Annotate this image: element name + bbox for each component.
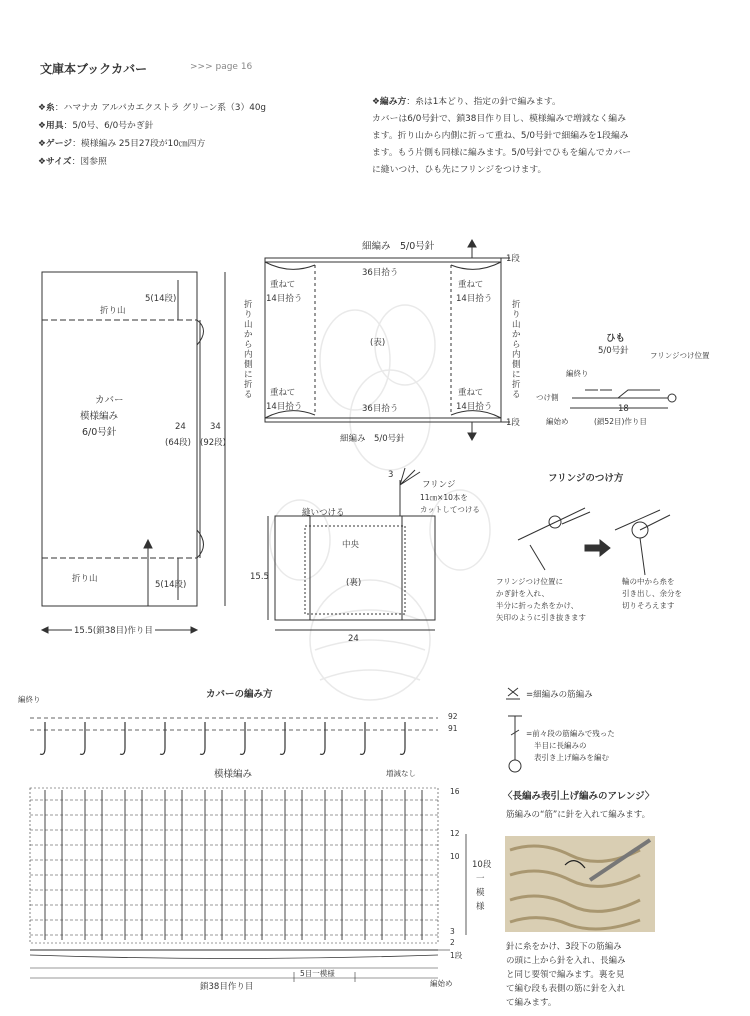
cover-name: カバー	[95, 395, 124, 406]
row-16: 16	[450, 787, 460, 796]
arrange-text-3: と同じ要領で編みます。裏を見	[506, 970, 625, 980]
arrange-text-5: て編みます。	[506, 998, 557, 1008]
materials-yarn: ❖糸：ハマナカ アルパカエクストラ グリーン系（3）40g	[38, 103, 267, 113]
assembled-back: (裏)	[346, 578, 362, 588]
folded-fold-right: 折り山から内側に折る	[512, 300, 521, 400]
folded-overlap-tl: 重ねて	[270, 280, 296, 290]
folded-overlap-br: 重ねて	[458, 388, 484, 398]
assembled-three: 3	[388, 470, 394, 480]
chart-row-lines	[30, 800, 438, 935]
cover-bottom-rows: 5(14段)	[155, 580, 187, 590]
cover-height-inner-b: (64段)	[165, 438, 191, 448]
cover-pattern: 模様編み	[80, 411, 119, 422]
row-92: 92	[448, 712, 458, 721]
folded-row-bottom: 1段	[506, 418, 520, 428]
chart-end: 編終り	[18, 695, 41, 704]
string-chain: (鎖52目)作り目	[594, 417, 647, 426]
fringe-right-1: 輪の中から糸を	[622, 577, 675, 586]
chart-chain: 鎖38目作り目	[200, 982, 254, 992]
string-length: 18	[618, 404, 629, 414]
arrange-text-4: て編む段も表側の筋に針を入れ	[506, 984, 626, 994]
row-2: 2	[450, 938, 455, 947]
howto-line-3: ます。折り山から内側に折って重ね、5/0号針で細編みを1段編み	[372, 131, 629, 141]
legend-sc-back: =細編みの筋編み	[526, 690, 593, 700]
fringe-howto-drawing	[518, 508, 670, 575]
chart-no-change: 増減なし	[386, 769, 416, 778]
chart-main-body	[30, 788, 466, 982]
chart-repeat-b: 一	[476, 874, 485, 884]
chart-stitch-columns	[45, 790, 422, 940]
folded-pick14-bl: 14目拾う	[266, 402, 303, 412]
photo-crochet-closeup	[505, 836, 655, 932]
arrange-subtitle: 筋編みの“筋”に針を入れて編みます。	[506, 810, 651, 820]
fringe-howto-title: フリンジのつけ方	[548, 473, 624, 484]
chart-repeat-a: 10段	[472, 860, 492, 870]
assembled-sew: 縫いつける	[302, 508, 345, 518]
cover-height-inner-a: 24	[175, 422, 186, 432]
folded-bottom-label: 細編み 5/0号針	[340, 434, 405, 444]
assembled-width: 24	[348, 634, 359, 644]
row-12: 12	[450, 829, 460, 838]
arrange-title: 〈長編み表引上げ編みのアレンジ〉	[503, 791, 655, 802]
string-needle: 5/0号針	[598, 346, 629, 356]
folded-pick-top: 36目拾う	[362, 268, 399, 278]
cover-fold-top: 折り山	[100, 306, 126, 316]
fringe-right-2: 引き出し、余分を	[622, 589, 682, 598]
row-10: 10	[450, 852, 460, 861]
folded-overlap-tr: 重ねて	[458, 280, 484, 290]
folded-pick14-br: 14目拾う	[456, 402, 493, 412]
chart-pattern: 模様編み	[214, 769, 253, 780]
chart-title: カバーの編み方	[206, 689, 273, 700]
arrange-text-2: の頭に上から針を入れ、長編み	[506, 956, 626, 966]
legend-fpdc-3: 表引き上げ編みを編む	[534, 753, 609, 762]
chart-repeat-unit: 5目一模様	[300, 969, 335, 978]
string-fringe-pos: フリンジつけ位置	[650, 351, 710, 360]
assembled-height: 15.5	[250, 572, 269, 582]
string-start: 編始め	[546, 417, 569, 426]
assembled-fringe: フリンジ	[422, 480, 456, 490]
fringe-left-3: 半分に折った糸をかけ、	[496, 601, 579, 610]
assembled-center: 中央	[342, 540, 360, 550]
folded-pick14-tr: 14目拾う	[456, 294, 493, 304]
row-91: 91	[448, 724, 458, 733]
folded-fold-left: 折り山から内側に折る	[244, 300, 253, 400]
folded-pick14-tl: 14目拾う	[266, 294, 303, 304]
chart-start: 編始め	[430, 979, 453, 988]
page-reference: >>> page 16	[190, 62, 253, 72]
cover-height-total-a: 34	[210, 422, 221, 432]
materials-tools: ❖用具：5/0号、6/0号かぎ針	[38, 121, 154, 131]
cover-width: 15.5(鎖38目)作り目	[74, 626, 153, 636]
folded-overlap-bl: 重ねて	[270, 388, 296, 398]
folded-pick-bottom: 36目拾う	[362, 404, 399, 414]
hook-stitches	[40, 722, 405, 754]
string-attach-side: つけ側	[536, 393, 559, 402]
assembled-fringe-cut: カットしてつける	[420, 505, 480, 514]
row-3: 3	[450, 927, 455, 936]
howto-line-4: ます。もう片側も同様に編みます。5/0号針でひもを編んでカバー	[372, 148, 632, 158]
cover-height-total-b: (92段)	[200, 438, 226, 448]
materials-gauge: ❖ゲージ：模様編み 25目27段が10㎝四方	[38, 139, 206, 149]
howto-line-2: カバーは6/0号針で、鎖38目作り目し、模様編みで増減なく編み	[372, 114, 626, 124]
legend-fpdc-2: 半目に長編みの	[534, 741, 587, 750]
fringe-left-2: かぎ針を入れ、	[496, 589, 549, 598]
materials-size: ❖サイズ：図参照	[38, 157, 107, 167]
chart-repeat-c: 模	[476, 888, 485, 898]
howto-line-5: に縫いつけ、ひも先にフリンジをつけます。	[372, 165, 547, 175]
string-title: ひも	[606, 333, 626, 344]
cover-fold-bottom: 折り山	[72, 574, 98, 584]
cover-top-rows: 5(14段)	[145, 294, 177, 304]
folded-row-top: 1段	[506, 254, 520, 264]
legend-fpdc-1: =前々段の筋編みで残った	[526, 729, 615, 738]
assembled-fringe-spec: 11㎝×10本を	[420, 493, 468, 502]
fringe-left-4: 矢印のように引き抜きます	[496, 613, 586, 622]
folded-top-label: 細編み 5/0号針	[362, 241, 435, 252]
fringe-right-3: 切りそろえます	[622, 601, 675, 610]
string-end: 編終り	[566, 369, 589, 378]
fringe-left-1: フリンジつけ位置に	[496, 577, 564, 586]
folded-front: (表)	[370, 338, 386, 348]
arrange-text-1: 針に糸をかけ、3段下の筋編み	[506, 942, 622, 952]
chart-top-rows	[30, 718, 438, 754]
row-1: 1段	[450, 951, 463, 960]
page-title: 文庫本ブックカバー	[40, 62, 148, 76]
chart-repeat-d: 様	[476, 902, 485, 912]
legend-symbols	[506, 688, 522, 772]
cover-needle: 6/0号針	[82, 427, 117, 438]
howto-line-1: ❖編み方：糸は1本どり、指定の針で編みます。	[372, 97, 561, 107]
cover-rectangle	[42, 272, 225, 633]
